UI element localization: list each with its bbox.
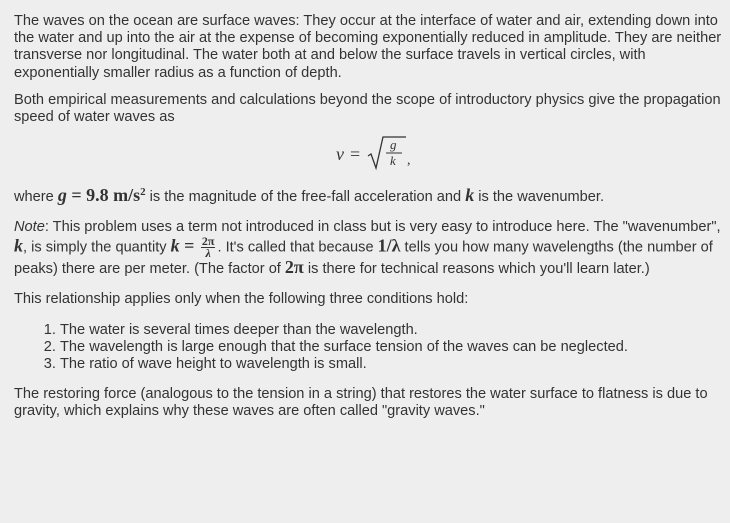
note-label: Note (14, 219, 45, 236)
fraction-2pi-over-lambda (201, 236, 216, 259)
note-text-b: , is simply the quantity (23, 239, 171, 256)
eq-numerator: g (390, 137, 397, 153)
note-text-a: : This problem uses a term not introduced in class but is very easy to introduce here. The "wavenumber", (44, 219, 721, 236)
paragraph-note (14, 219, 726, 278)
conditions-list (14, 322, 726, 374)
condition-item: 1. The water is several times deeper than the wavelength. (60, 322, 726, 339)
text-wavenumber: is the wavenumber. (474, 189, 605, 206)
paragraph-surface-waves: The waves on the ocean are surface waves: They occur at the interface of water and air, extending down into the water and up into the air at the expense of becoming exponentially reduced in amplitude. They are neither transverse nor longitudinal. The water both at and below the surface travels in vertical circles, with exponentially smaller radius as a function of depth. (14, 13, 722, 81)
wave-speed-formula (334, 134, 454, 174)
inverse-lambda: 1/λ (377, 235, 401, 256)
problem-text (14, 13, 726, 420)
symbol-k: k (465, 185, 475, 206)
paragraph-propagation-speed: Both empirical measurements and calculations beyond the scope of introductory physics give the propagation speed of water waves as (14, 91, 721, 126)
exponent-2: 2 (140, 186, 146, 199)
note-equals: = (179, 235, 199, 256)
fraction-numerator: 2π (201, 234, 215, 249)
condition-item: 3. The ratio of wave height to wavelength is small. (60, 356, 726, 373)
paragraph-where (14, 184, 726, 206)
symbol-k-1: k (14, 235, 23, 256)
fraction-denominator: λ (205, 246, 211, 261)
symbol-g: g (57, 185, 67, 206)
note-text-e: is there for technical reasons which you'll learn later.) (303, 261, 650, 278)
note-text-d: tells you how many wavelengths (the number of peaks) there are per meter. (The factor of (14, 239, 713, 278)
eq-equals: = (350, 144, 361, 165)
paragraph-conditions-intro: This relationship applies only when the following three conditions hold: (14, 290, 469, 307)
text-magnitude: is the magnitude of the free-fall acceleration and (145, 189, 466, 206)
text-where: where (14, 189, 58, 206)
paragraph-restoring-force: The restoring force (analogous to the tension in a string) that restores the water surface to flatness is due to gravity, which explains why these waves are often called "gravity waves." (14, 385, 708, 419)
two-pi: 2π (284, 257, 304, 278)
eq-comma: , (407, 153, 411, 169)
condition-item: 2. The wavelength is large enough that the surface tension of the waves can be neglected. (60, 339, 726, 356)
symbol-k-2: k (170, 235, 180, 256)
gravity-value: = 9.8 m/s (66, 185, 141, 206)
eq-denominator: k (390, 153, 396, 169)
wave-speed-equation (14, 132, 726, 172)
eq-lhs: v (336, 144, 344, 165)
note-text-c: . It's called that because (217, 239, 378, 256)
